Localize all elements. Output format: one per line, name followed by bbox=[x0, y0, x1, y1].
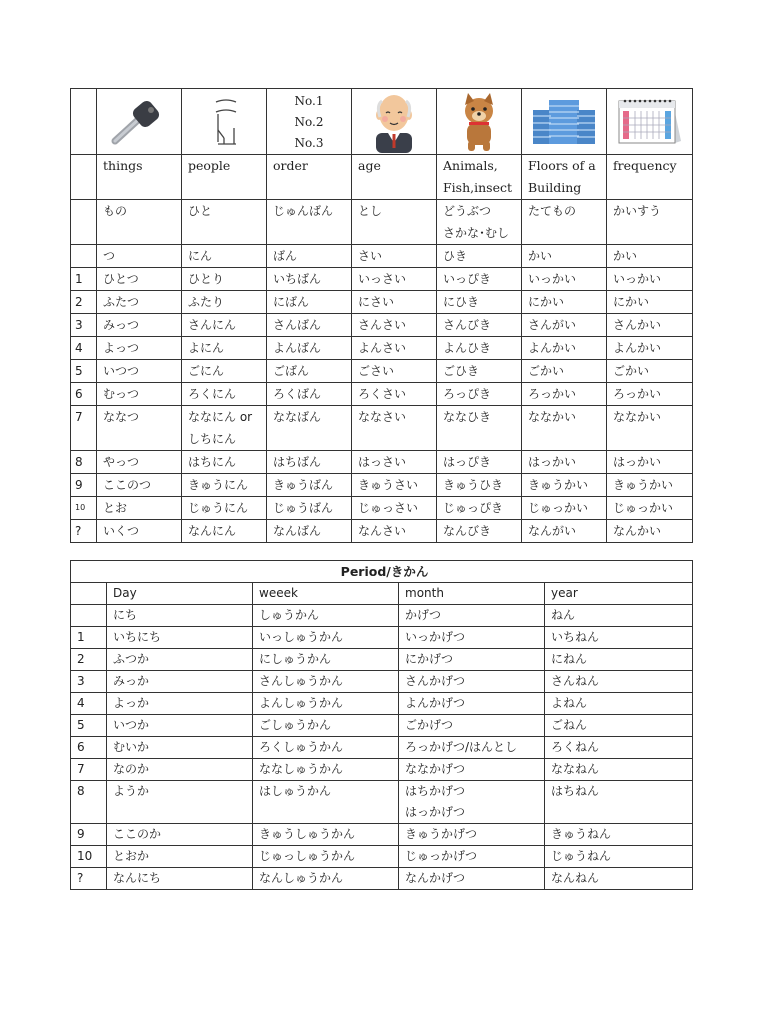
table-cell: ななひき bbox=[437, 406, 522, 451]
table-cell: ろくねん bbox=[545, 737, 693, 759]
table-cell: むいか bbox=[107, 737, 253, 759]
table-cell: なんがい bbox=[522, 520, 607, 543]
table-cell: いちばん bbox=[267, 268, 352, 291]
period-header-en-cell: year bbox=[545, 583, 693, 605]
table-cell: よっか bbox=[107, 693, 253, 715]
table-row bbox=[71, 314, 693, 337]
header-en-cell bbox=[352, 155, 437, 200]
order-number-1: No.1 bbox=[294, 94, 324, 108]
table-cell: ろくしゅうかん bbox=[253, 737, 399, 759]
row-number: 3 bbox=[71, 314, 97, 337]
header-en-line: things bbox=[103, 158, 143, 173]
table-row bbox=[71, 337, 693, 360]
header-jp-line: どうぶつ bbox=[443, 204, 492, 218]
counter-table-body bbox=[71, 268, 693, 543]
table-cell: にひき bbox=[437, 291, 522, 314]
table-cell: じゅっしゅうかん bbox=[253, 846, 399, 868]
table-cell: ふたつ bbox=[97, 291, 182, 314]
header-en-cell bbox=[437, 155, 522, 200]
period-header-jp-cell: しゅうかん bbox=[253, 605, 399, 627]
table-cell: ひとり bbox=[182, 268, 267, 291]
row-number: 10 bbox=[71, 497, 97, 520]
counter-cell: ばん bbox=[267, 245, 352, 268]
table-cell: じゅうにん bbox=[182, 497, 267, 520]
header-jp-cell bbox=[97, 200, 182, 245]
table-cell: ななしゅうかん bbox=[253, 759, 399, 781]
table-cell: いつか bbox=[107, 715, 253, 737]
table-cell: にばん bbox=[267, 291, 352, 314]
table-row bbox=[71, 759, 693, 781]
table-cell: いくつ bbox=[97, 520, 182, 543]
table-row bbox=[71, 846, 693, 868]
table-row bbox=[71, 291, 693, 314]
key-icon bbox=[109, 97, 169, 147]
row-number: 6 bbox=[71, 737, 107, 759]
counter-cell: つ bbox=[97, 245, 182, 268]
table-cell: なんかい bbox=[607, 520, 693, 543]
japanese-header-row bbox=[71, 200, 693, 245]
table-cell: さんにん bbox=[182, 314, 267, 337]
header-en-cell bbox=[607, 155, 693, 200]
period-title-row bbox=[71, 561, 693, 583]
table-cell: よんかげつ bbox=[399, 693, 545, 715]
table-cell: じゅうばん bbox=[267, 497, 352, 520]
building-icon bbox=[529, 96, 599, 148]
table-cell: なんかげつ bbox=[399, 868, 545, 890]
row-number: 3 bbox=[71, 671, 107, 693]
table-cell: いちにち bbox=[107, 627, 253, 649]
header-jp-line: ひと bbox=[188, 204, 213, 218]
table-cell: なんびき bbox=[437, 520, 522, 543]
header-en-line: age bbox=[358, 158, 381, 173]
row-number: 7 bbox=[71, 759, 107, 781]
table-cell: にしゅうかん bbox=[253, 649, 399, 671]
order-number-2: No.2 bbox=[294, 115, 324, 129]
table-cell: ごねん bbox=[545, 715, 693, 737]
table-cell: さんばん bbox=[267, 314, 352, 337]
row-number: 8 bbox=[71, 781, 107, 824]
row-number: 8 bbox=[71, 451, 97, 474]
table-cell: きゅうさい bbox=[352, 474, 437, 497]
header-jp-line: もの bbox=[103, 204, 128, 218]
table-cell: なんさい bbox=[352, 520, 437, 543]
table-row bbox=[71, 451, 693, 474]
old-man-icon bbox=[366, 91, 422, 153]
table-cell: みっか bbox=[107, 671, 253, 693]
row-number: 2 bbox=[71, 649, 107, 671]
header-en-cell bbox=[97, 155, 182, 200]
header-jp-cell bbox=[352, 200, 437, 245]
table-cell: よんかい bbox=[607, 337, 693, 360]
table-cell: きゅうにん bbox=[182, 474, 267, 497]
row-number: 4 bbox=[71, 693, 107, 715]
row-number: 6 bbox=[71, 383, 97, 406]
table-cell: なんばん bbox=[267, 520, 352, 543]
table-cell: さんかい bbox=[607, 314, 693, 337]
row-number: ? bbox=[71, 868, 107, 890]
period-japanese-header-row bbox=[71, 605, 693, 627]
counter-cell: かい bbox=[522, 245, 607, 268]
table-cell: いっさい bbox=[352, 268, 437, 291]
corner-cell bbox=[71, 200, 97, 245]
period-header-en-cell: Day bbox=[107, 583, 253, 605]
table-cell: よんかい bbox=[522, 337, 607, 360]
table-cell: はっかい bbox=[522, 451, 607, 474]
row-number: 4 bbox=[71, 337, 97, 360]
table-cell: いつつ bbox=[97, 360, 182, 383]
counter-cell: かい bbox=[607, 245, 693, 268]
building-image-cell bbox=[522, 89, 607, 155]
corner-cell bbox=[71, 89, 97, 155]
table-cell: はっかい bbox=[607, 451, 693, 474]
period-table bbox=[70, 560, 693, 890]
row-number: 9 bbox=[71, 824, 107, 846]
period-english-header-row bbox=[71, 583, 693, 605]
table-cell: きゅうかい bbox=[522, 474, 607, 497]
table-cell: じゅっさい bbox=[352, 497, 437, 520]
order-numbers-cell bbox=[267, 89, 352, 155]
table-cell: ようか bbox=[107, 781, 253, 824]
table-cell: はちばん bbox=[267, 451, 352, 474]
english-header-row bbox=[71, 155, 693, 200]
table-row bbox=[71, 627, 693, 649]
header-en-line: people bbox=[188, 158, 231, 173]
period-table-body bbox=[71, 627, 693, 890]
counter-table bbox=[70, 88, 693, 543]
table-cell: よんひき bbox=[437, 337, 522, 360]
table-cell: じゅっかげつ bbox=[399, 846, 545, 868]
image-row bbox=[71, 89, 693, 155]
table-cell: きゅうひき bbox=[437, 474, 522, 497]
header-jp-cell bbox=[607, 200, 693, 245]
header-en-cell bbox=[267, 155, 352, 200]
table-cell: さんしゅうかん bbox=[253, 671, 399, 693]
order-number-3: No.3 bbox=[294, 136, 324, 150]
table-cell: いっかい bbox=[607, 268, 693, 291]
table-cell: ごばん bbox=[267, 360, 352, 383]
table-cell: ななかげつ bbox=[399, 759, 545, 781]
table-cell: ごさい bbox=[352, 360, 437, 383]
table-row bbox=[71, 693, 693, 715]
table-cell: にかい bbox=[607, 291, 693, 314]
table-cell: ななにん or しちにん bbox=[182, 406, 267, 451]
table-cell: はっさい bbox=[352, 451, 437, 474]
row-number: 2 bbox=[71, 291, 97, 314]
table-cell: よんさい bbox=[352, 337, 437, 360]
table-row bbox=[71, 824, 693, 846]
counter-row bbox=[71, 245, 693, 268]
table-cell: ななかい bbox=[607, 406, 693, 451]
table-row bbox=[71, 497, 693, 520]
counter-cell: ひき bbox=[437, 245, 522, 268]
table-row bbox=[71, 715, 693, 737]
corner-cell bbox=[71, 155, 97, 200]
table-cell: ろっかい bbox=[522, 383, 607, 406]
table-cell: きゅうばん bbox=[267, 474, 352, 497]
age-image-cell bbox=[352, 89, 437, 155]
table-cell: さんかげつ bbox=[399, 671, 545, 693]
table-cell: いっかげつ bbox=[399, 627, 545, 649]
table-cell: いちねん bbox=[545, 627, 693, 649]
header-jp-cell bbox=[522, 200, 607, 245]
row-number: 5 bbox=[71, 715, 107, 737]
things-image-cell bbox=[97, 89, 182, 155]
table-cell: なんねん bbox=[545, 868, 693, 890]
table-row bbox=[71, 406, 693, 451]
counter-cell: さい bbox=[352, 245, 437, 268]
header-jp-line: たてもの bbox=[528, 204, 577, 218]
table-cell: じゅっぴき bbox=[437, 497, 522, 520]
table-cell: なんしゅうかん bbox=[253, 868, 399, 890]
table-cell: さんねん bbox=[545, 671, 693, 693]
header-en-line: frequency bbox=[613, 158, 677, 173]
table-cell: なんにち bbox=[107, 868, 253, 890]
table-cell: ななかい bbox=[522, 406, 607, 451]
header-jp-line: かいすう bbox=[613, 204, 662, 218]
table-row bbox=[71, 520, 693, 543]
table-row bbox=[71, 649, 693, 671]
people-image-cell bbox=[182, 89, 267, 155]
dog-icon bbox=[454, 91, 504, 153]
table-cell: ここのか bbox=[107, 824, 253, 846]
header-en-cell bbox=[522, 155, 607, 200]
table-cell: よんばん bbox=[267, 337, 352, 360]
table-cell: ななさい bbox=[352, 406, 437, 451]
table-cell: よんしゅうかん bbox=[253, 693, 399, 715]
corner-cell bbox=[71, 245, 97, 268]
table-cell: ななつ bbox=[97, 406, 182, 451]
table-cell: はちにん bbox=[182, 451, 267, 474]
header-en-cell bbox=[182, 155, 267, 200]
table-cell: よにん bbox=[182, 337, 267, 360]
period-header-jp-cell: にち bbox=[107, 605, 253, 627]
header-jp-cell bbox=[182, 200, 267, 245]
table-cell: さんさい bbox=[352, 314, 437, 337]
table-cell: なんにん bbox=[182, 520, 267, 543]
table-cell: いっかい bbox=[522, 268, 607, 291]
table-cell: ろくばん bbox=[267, 383, 352, 406]
header-en-line: Floors of a bbox=[528, 158, 596, 173]
table-cell: ごかい bbox=[607, 360, 693, 383]
corner-cell bbox=[71, 605, 107, 627]
table-cell: いっしゅうかん bbox=[253, 627, 399, 649]
header-en-line: Animals, bbox=[443, 158, 498, 173]
table-cell: はちかげつ はっかげつ bbox=[399, 781, 545, 824]
table-cell: ごしゅうかん bbox=[253, 715, 399, 737]
table-cell: ごかい bbox=[522, 360, 607, 383]
people-icon bbox=[194, 94, 254, 150]
table-cell: やっつ bbox=[97, 451, 182, 474]
table-row bbox=[71, 383, 693, 406]
header-jp-line: じゅんばん bbox=[273, 204, 334, 218]
table-cell: みっつ bbox=[97, 314, 182, 337]
header-en-line: Fish,insect bbox=[443, 180, 512, 195]
table-row bbox=[71, 360, 693, 383]
table-row bbox=[71, 268, 693, 291]
row-number: 1 bbox=[71, 268, 97, 291]
table-cell: にねん bbox=[545, 649, 693, 671]
row-number: 5 bbox=[71, 360, 97, 383]
row-number: 9 bbox=[71, 474, 97, 497]
table-cell: きゅうねん bbox=[545, 824, 693, 846]
corner-cell bbox=[71, 583, 107, 605]
table-row bbox=[71, 781, 693, 824]
period-title: Period/きかん bbox=[71, 561, 693, 583]
table-cell: にさい bbox=[352, 291, 437, 314]
table-cell: とお bbox=[97, 497, 182, 520]
table-cell: さんびき bbox=[437, 314, 522, 337]
table-cell: ごひき bbox=[437, 360, 522, 383]
header-en-line: order bbox=[273, 158, 308, 173]
table-cell: よっつ bbox=[97, 337, 182, 360]
table-row bbox=[71, 737, 693, 759]
table-cell: はちねん bbox=[545, 781, 693, 824]
table-row bbox=[71, 474, 693, 497]
period-header-en-cell: month bbox=[399, 583, 545, 605]
row-number: ? bbox=[71, 520, 97, 543]
table-cell: じゅっかい bbox=[607, 497, 693, 520]
table-cell: ろっかげつ/はんとし bbox=[399, 737, 545, 759]
header-jp-cell bbox=[437, 200, 522, 245]
table-cell: じゅうねん bbox=[545, 846, 693, 868]
row-number: 1 bbox=[71, 627, 107, 649]
header-en-line: Building bbox=[528, 180, 582, 195]
table-cell: さんがい bbox=[522, 314, 607, 337]
table-cell: いっぴき bbox=[437, 268, 522, 291]
period-header-en-cell: weeek bbox=[253, 583, 399, 605]
counter-cell: にん bbox=[182, 245, 267, 268]
table-cell: ななばん bbox=[267, 406, 352, 451]
period-header-jp-cell: ねん bbox=[545, 605, 693, 627]
table-cell: にかい bbox=[522, 291, 607, 314]
table-cell: よねん bbox=[545, 693, 693, 715]
header-jp-line: とし bbox=[358, 204, 383, 218]
row-number: 7 bbox=[71, 406, 97, 451]
row-number: 10 bbox=[71, 846, 107, 868]
table-cell: ろっぴき bbox=[437, 383, 522, 406]
period-header-jp-cell: かげつ bbox=[399, 605, 545, 627]
table-cell: きゅうかげつ bbox=[399, 824, 545, 846]
table-row bbox=[71, 671, 693, 693]
table-cell: はしゅうかん bbox=[253, 781, 399, 824]
table-cell: ろくにん bbox=[182, 383, 267, 406]
table-cell: とおか bbox=[107, 846, 253, 868]
table-cell: ここのつ bbox=[97, 474, 182, 497]
table-cell: ろっかい bbox=[607, 383, 693, 406]
header-jp-line: さかな･むし bbox=[443, 226, 510, 240]
table-cell: きゅうしゅうかん bbox=[253, 824, 399, 846]
table-cell: ななねん bbox=[545, 759, 693, 781]
table-row bbox=[71, 868, 693, 890]
table-cell: ごかげつ bbox=[399, 715, 545, 737]
animal-image-cell bbox=[437, 89, 522, 155]
frequency-image-cell bbox=[607, 89, 693, 155]
table-cell: ごにん bbox=[182, 360, 267, 383]
table-cell: はっぴき bbox=[437, 451, 522, 474]
table-cell: ろくさい bbox=[352, 383, 437, 406]
table-cell: きゅうかい bbox=[607, 474, 693, 497]
table-cell: にかげつ bbox=[399, 649, 545, 671]
table-cell: じゅっかい bbox=[522, 497, 607, 520]
table-cell: むっつ bbox=[97, 383, 182, 406]
table-cell: ふたり bbox=[182, 291, 267, 314]
calendar-icon bbox=[615, 95, 685, 149]
table-cell: なのか bbox=[107, 759, 253, 781]
table-cell: ふつか bbox=[107, 649, 253, 671]
table-cell: ひとつ bbox=[97, 268, 182, 291]
header-jp-cell bbox=[267, 200, 352, 245]
